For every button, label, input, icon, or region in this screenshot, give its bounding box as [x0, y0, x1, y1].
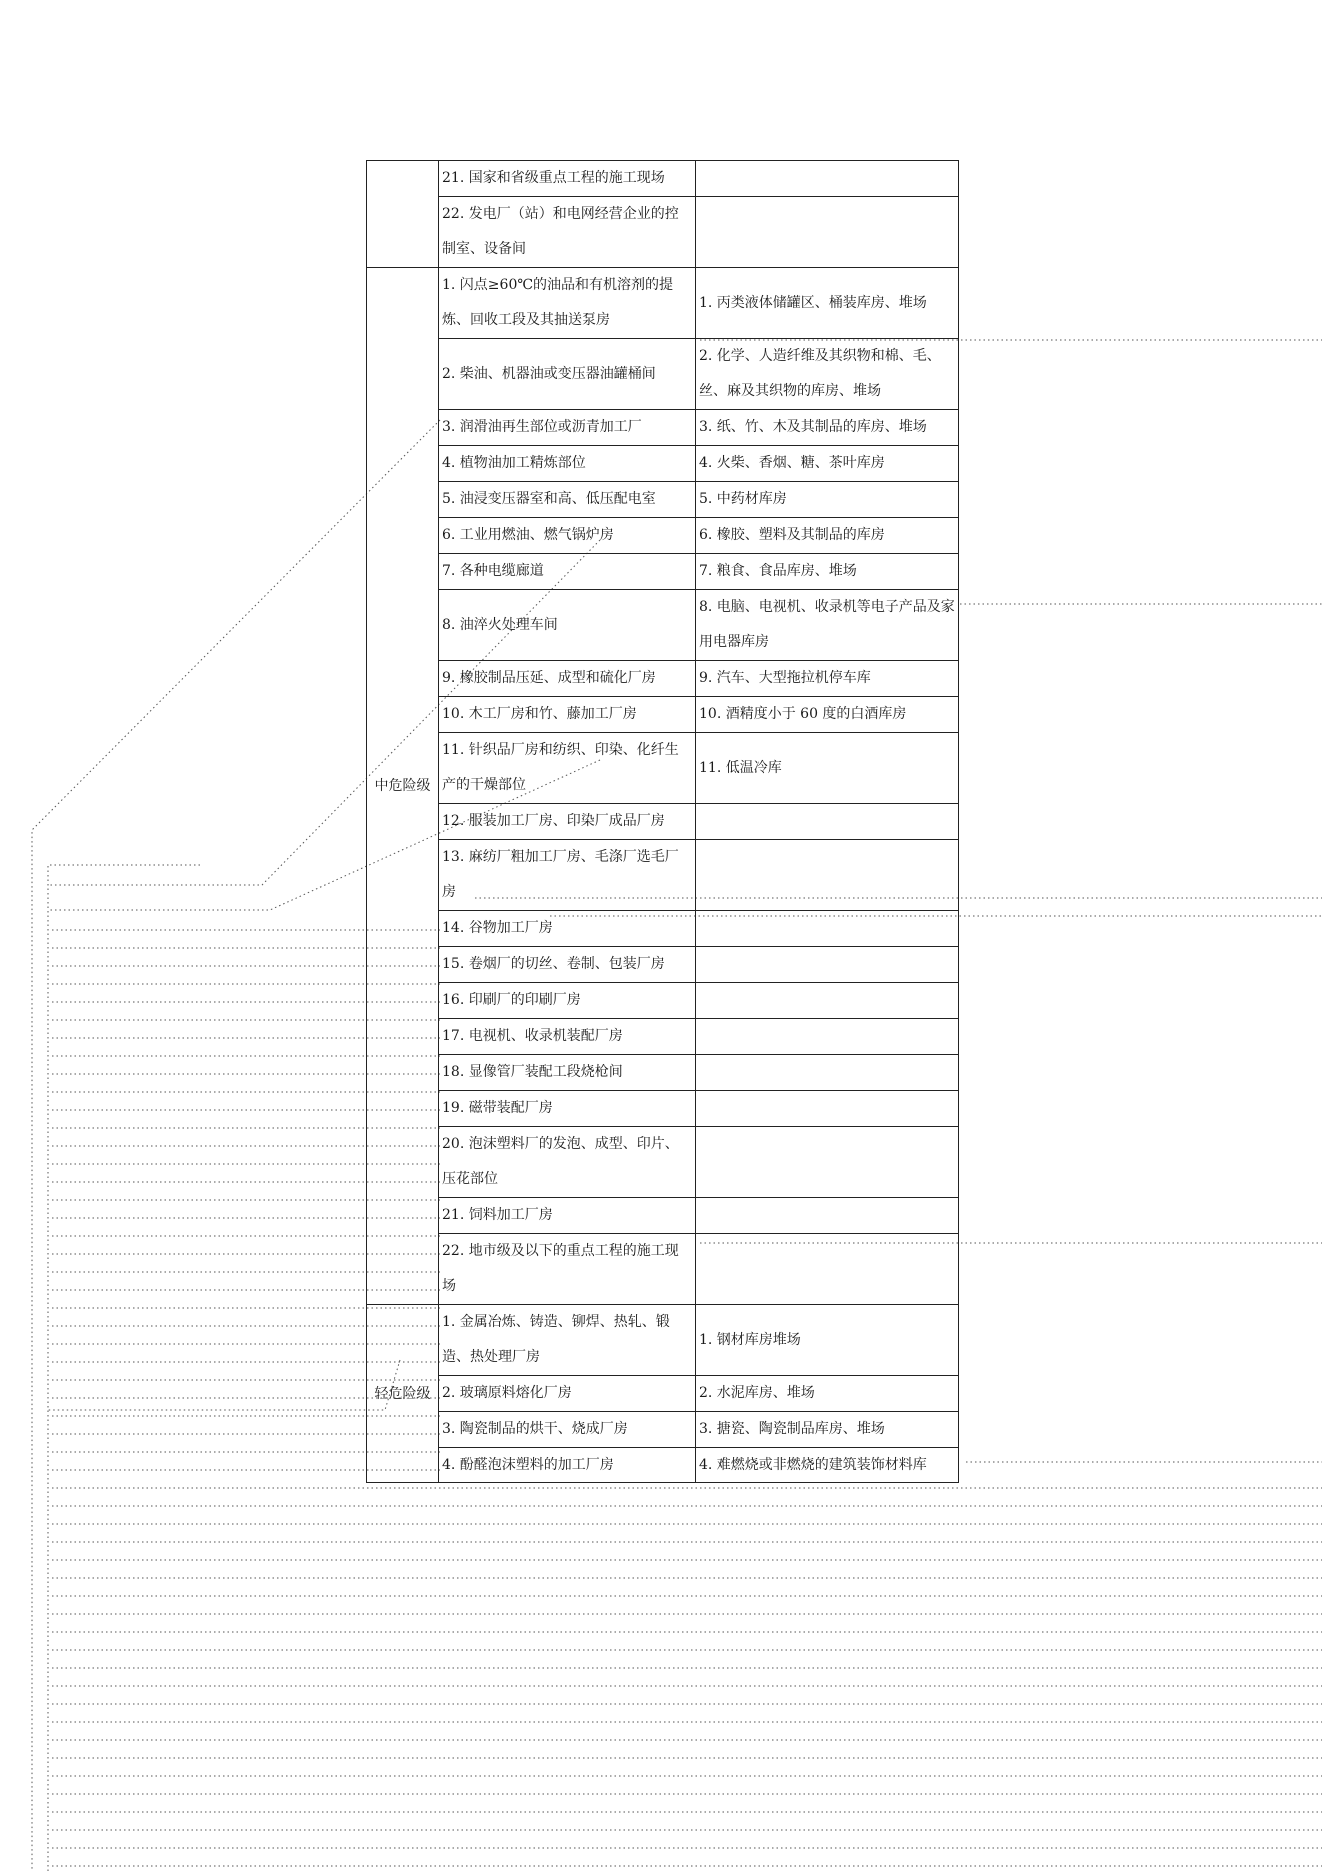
occupancy-cell: 17. 电视机、收录机装配厂房	[439, 1019, 696, 1055]
group-continued-grade-cell	[367, 161, 439, 268]
occupancy-cell: 1. 闪点≥60℃的油品和有机溶剂的提炼、回收工段及其抽送泵房	[439, 268, 696, 339]
table-row	[367, 661, 959, 697]
table-row	[367, 1305, 959, 1376]
table-row	[367, 1198, 959, 1234]
occupancy-cell: 22. 发电厂（站）和电网经营企业的控制室、设备间	[439, 197, 696, 268]
occupancy-cell: 2. 柴油、机器油或变压器油罐桶间	[439, 339, 696, 410]
occupancy-cell: 3. 润滑油再生部位或沥青加工厂	[439, 410, 696, 446]
table-row	[367, 1448, 959, 1483]
storage-cell	[696, 1198, 959, 1234]
occupancy-cell: 10. 木工厂房和竹、藤加工厂房	[439, 697, 696, 733]
table-row	[367, 697, 959, 733]
storage-cell: 7. 粮食、食品库房、堆场	[696, 554, 959, 590]
table-row	[367, 1055, 959, 1091]
table-row	[367, 268, 959, 339]
table-row	[367, 446, 959, 482]
storage-cell: 3. 纸、竹、木及其制品的库房、堆场	[696, 410, 959, 446]
occupancy-cell: 6. 工业用燃油、燃气锅炉房	[439, 518, 696, 554]
occupancy-cell: 11. 针织品厂房和纺织、印染、化纤生产的干燥部位	[439, 733, 696, 804]
table-row	[367, 339, 959, 410]
table-row	[367, 1019, 959, 1055]
table-row	[367, 911, 959, 947]
storage-cell	[696, 1127, 959, 1198]
storage-cell	[696, 161, 959, 197]
storage-cell: 5. 中药材库房	[696, 482, 959, 518]
table-row	[367, 1127, 959, 1198]
table-row	[367, 554, 959, 590]
storage-cell	[696, 983, 959, 1019]
occupancy-cell: 12. 服装加工厂房、印染厂成品厂房	[439, 804, 696, 840]
occupancy-cell: 22. 地市级及以下的重点工程的施工现场	[439, 1234, 696, 1305]
occupancy-cell: 1. 金属冶炼、铸造、铆焊、热轧、锻造、热处理厂房	[439, 1305, 696, 1376]
table-row	[367, 947, 959, 983]
table-row	[367, 590, 959, 661]
table-row	[367, 518, 959, 554]
occupancy-cell: 18. 显像管厂装配工段烧枪间	[439, 1055, 696, 1091]
group-medium-hazard-grade-cell: 中危险级	[367, 268, 439, 1305]
storage-cell	[696, 1055, 959, 1091]
storage-cell: 1. 钢材库房堆场	[696, 1305, 959, 1376]
storage-cell	[696, 840, 959, 911]
storage-cell	[696, 1019, 959, 1055]
occupancy-cell: 13. 麻纺厂粗加工厂房、毛涤厂选毛厂房	[439, 840, 696, 911]
storage-cell	[696, 1234, 959, 1305]
storage-cell: 6. 橡胶、塑料及其制品的库房	[696, 518, 959, 554]
storage-cell: 3. 搪瓷、陶瓷制品库房、堆场	[696, 1412, 959, 1448]
table-row	[367, 733, 959, 804]
hazard-classification-table	[366, 160, 959, 1483]
occupancy-cell: 3. 陶瓷制品的烘干、烧成厂房	[439, 1412, 696, 1448]
storage-cell: 4. 难燃烧或非燃烧的建筑装饰材料库	[696, 1448, 959, 1483]
table-row	[367, 1412, 959, 1448]
table-row	[367, 983, 959, 1019]
occupancy-cell: 4. 酚醛泡沫塑料的加工厂房	[439, 1448, 696, 1483]
table-row	[367, 161, 959, 197]
occupancy-cell: 5. 油浸变压器室和高、低压配电室	[439, 482, 696, 518]
occupancy-cell: 7. 各种电缆廊道	[439, 554, 696, 590]
occupancy-cell: 21. 饲料加工厂房	[439, 1198, 696, 1234]
occupancy-cell: 9. 橡胶制品压延、成型和硫化厂房	[439, 661, 696, 697]
storage-cell: 2. 化学、人造纤维及其织物和棉、毛、丝、麻及其织物的库房、堆场	[696, 339, 959, 410]
occupancy-cell: 16. 印刷厂的印刷厂房	[439, 983, 696, 1019]
storage-cell: 1. 丙类液体储罐区、桶装库房、堆场	[696, 268, 959, 339]
table-row	[367, 1091, 959, 1127]
storage-cell: 9. 汽车、大型拖拉机停车库	[696, 661, 959, 697]
storage-cell: 11. 低温冷库	[696, 733, 959, 804]
occupancy-cell: 8. 油淬火处理车间	[439, 590, 696, 661]
storage-cell	[696, 911, 959, 947]
table-row	[367, 482, 959, 518]
table-row	[367, 1234, 959, 1305]
storage-cell	[696, 947, 959, 983]
storage-cell	[696, 1091, 959, 1127]
table-row	[367, 804, 959, 840]
storage-cell: 8. 电脑、电视机、收录机等电子产品及家用电器库房	[696, 590, 959, 661]
storage-cell: 10. 酒精度小于 60 度的白酒库房	[696, 697, 959, 733]
table-row	[367, 1376, 959, 1412]
occupancy-cell: 2. 玻璃原料熔化厂房	[439, 1376, 696, 1412]
table-row	[367, 410, 959, 446]
storage-cell	[696, 197, 959, 268]
table-row	[367, 197, 959, 268]
table-row	[367, 840, 959, 911]
occupancy-cell: 15. 卷烟厂的切丝、卷制、包装厂房	[439, 947, 696, 983]
occupancy-cell: 21. 国家和省级重点工程的施工现场	[439, 161, 696, 197]
storage-cell	[696, 804, 959, 840]
occupancy-cell: 19. 磁带装配厂房	[439, 1091, 696, 1127]
storage-cell: 4. 火柴、香烟、糖、茶叶库房	[696, 446, 959, 482]
occupancy-cell: 4. 植物油加工精炼部位	[439, 446, 696, 482]
occupancy-cell: 14. 谷物加工厂房	[439, 911, 696, 947]
group-light-hazard-grade-cell: 轻危险级	[367, 1305, 439, 1483]
occupancy-cell: 20. 泡沫塑料厂的发泡、成型、印片、压花部位	[439, 1127, 696, 1198]
storage-cell: 2. 水泥库房、堆场	[696, 1376, 959, 1412]
